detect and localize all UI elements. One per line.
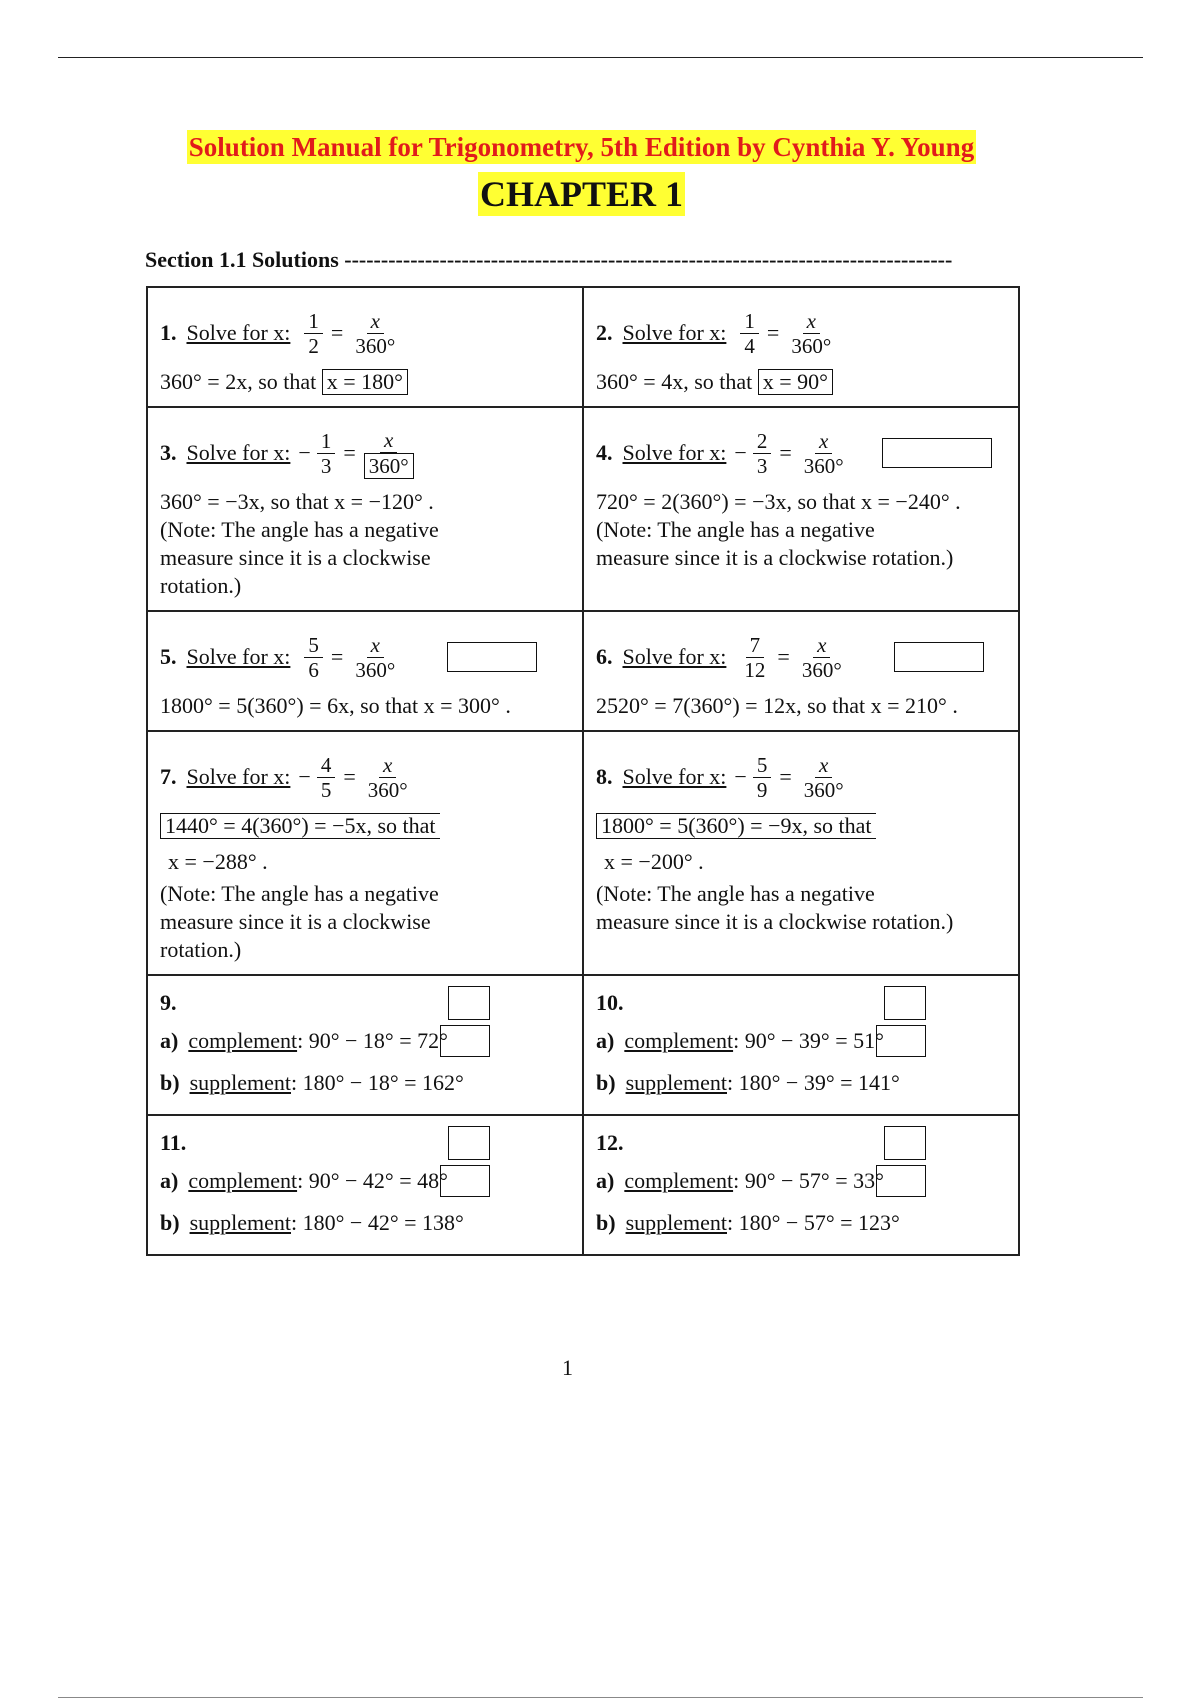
supplement-label: supplement: [189, 1210, 291, 1235]
negative-sign: −: [734, 764, 747, 789]
problem-9: [147, 975, 583, 1115]
fraction-left: [304, 633, 323, 682]
denominator: 6: [308, 657, 319, 682]
work-line: [596, 812, 1006, 840]
numerator: 1: [304, 309, 323, 334]
note-line: measure since it is a clockwise: [160, 909, 431, 934]
negative-sign: −: [298, 764, 311, 789]
answer-box: [440, 1025, 490, 1057]
answer-box: x = 90°: [758, 369, 833, 395]
fraction-left: [753, 753, 772, 802]
empty-answer-box: [447, 642, 537, 672]
document-title: Solution Manual for Trigonometry, 5th Edition by Cynthia Y. Young: [188, 132, 975, 162]
fraction-right: [364, 753, 412, 802]
answer-text: x = −200° .: [604, 849, 704, 874]
part-label: a): [160, 1168, 179, 1193]
complement-expression: : 90° − 39° = 51°: [733, 1028, 884, 1053]
note-line: measure since it is a clockwise rotation.): [596, 909, 954, 934]
solutions-table: [146, 286, 1020, 1256]
denominator: 4: [744, 333, 755, 358]
answer-box: [876, 1025, 926, 1057]
note-line: rotation.): [160, 937, 242, 962]
problem-header: [596, 1126, 1006, 1160]
supplement-label: supplement: [625, 1210, 727, 1235]
note-line: (Note: The angle has a negative: [160, 881, 439, 906]
solve-label: Solve for x:: [186, 764, 291, 789]
problem-6: [583, 611, 1019, 731]
problem-number: 2.: [596, 320, 613, 345]
problem-number: 6.: [596, 644, 613, 669]
numerator: x: [813, 633, 830, 658]
problem-7: [147, 731, 583, 975]
complement-line: [160, 1160, 570, 1202]
work-text: 1800° = 5(360°) = −9x, so that: [596, 813, 876, 839]
part-label: b): [596, 1070, 616, 1095]
work-text: 1800° = 5(360°) = 6x, so that x = 300° .: [160, 693, 511, 718]
equals-sign: =: [777, 644, 790, 669]
equals-sign: =: [779, 440, 792, 465]
complement-expression: : 90° − 18° = 72°: [297, 1028, 448, 1053]
part-label: a): [596, 1168, 615, 1193]
numerator: 5: [753, 753, 772, 778]
part-label: b): [160, 1210, 180, 1235]
solve-label: Solve for x:: [622, 644, 727, 669]
denominator: 360°: [801, 657, 842, 682]
part-label: a): [160, 1028, 179, 1053]
denominator: 360°: [355, 333, 396, 358]
denominator: 360°: [364, 453, 414, 479]
equals-sign: =: [779, 764, 792, 789]
supplement-expression: : 180° − 42° = 138°: [291, 1210, 464, 1235]
solve-label: Solve for x:: [186, 644, 291, 669]
problem-number: 12.: [596, 1130, 624, 1155]
problem-equation: [596, 622, 1006, 692]
solve-label: Solve for x:: [622, 764, 727, 789]
problem-equation: [596, 298, 1006, 368]
empty-box: [448, 986, 490, 1020]
table-row: [147, 1115, 1019, 1255]
empty-box: [448, 1126, 490, 1160]
denominator: 3: [756, 453, 768, 478]
numerator: 2: [753, 429, 772, 454]
solve-label: Solve for x:: [186, 320, 291, 345]
problem-equation: [160, 622, 570, 692]
equals-sign: =: [330, 320, 344, 345]
chapter-wrap: [0, 172, 1163, 216]
numerator: x: [367, 309, 384, 334]
note-line: measure since it is a clockwise: [160, 545, 431, 570]
complement-line: [596, 1020, 1006, 1062]
fraction-left: [753, 429, 772, 478]
complement-label: complement: [624, 1168, 734, 1193]
table-row: [147, 611, 1019, 731]
denominator: 5: [320, 777, 332, 802]
work-text: 360° = −3x, so that x = −120° .: [160, 489, 434, 514]
problem-number: 3.: [160, 440, 177, 465]
fraction-left: [304, 309, 323, 358]
empty-answer-box: [882, 438, 992, 468]
note-line: rotation.): [160, 573, 242, 598]
denominator: 360°: [355, 657, 396, 682]
denominator: 3: [320, 453, 332, 478]
problem-5: [147, 611, 583, 731]
problem-3: [147, 407, 583, 611]
complement-line: [160, 1020, 570, 1062]
denominator: 360°: [803, 453, 844, 478]
complement-label: complement: [188, 1028, 298, 1053]
negative-sign: −: [734, 440, 747, 465]
solve-label: Solve for x:: [622, 440, 727, 465]
title-wrap: [0, 130, 1163, 164]
fraction-right: [798, 633, 846, 682]
page-number: 1: [562, 1355, 573, 1380]
numerator: x: [803, 309, 820, 334]
problem-number: 4.: [596, 440, 613, 465]
work-line: [596, 368, 1006, 396]
numerator: x: [379, 753, 396, 778]
numerator: x: [367, 633, 384, 658]
numerator: 1: [740, 309, 759, 334]
supplement-line: [596, 1202, 1006, 1244]
problem-number: 10.: [596, 990, 624, 1015]
problem-equation: [596, 418, 1006, 488]
solve-label: Solve for x:: [622, 320, 727, 345]
work-text: 1440° = 4(360°) = −5x, so that: [160, 813, 440, 839]
work-text: 2520° = 7(360°) = 12x, so that x = 210° .: [596, 693, 958, 718]
section-heading: Section 1.1 Solutions -----------------------------------------------------------------------------------: [145, 247, 953, 272]
answer-box: [876, 1165, 926, 1197]
problem-11: [147, 1115, 583, 1255]
problem-equation: [160, 418, 570, 488]
complement-expression: : 90° − 42° = 48°: [297, 1168, 448, 1193]
denominator: 360°: [791, 333, 832, 358]
problem-equation: [160, 298, 570, 368]
problem-header: [160, 986, 570, 1020]
equals-sign: =: [330, 644, 344, 669]
empty-answer-box: [894, 642, 984, 672]
numerator: x: [815, 753, 832, 778]
complement-label: complement: [624, 1028, 734, 1053]
fraction-right: [800, 753, 848, 802]
denominator: 2: [308, 333, 319, 358]
problem-header: [160, 1126, 570, 1160]
problem-12: [583, 1115, 1019, 1255]
numerator: x: [380, 428, 397, 453]
problem-number: 8.: [596, 764, 613, 789]
fraction-right: [787, 309, 835, 358]
problem-number: 9.: [160, 990, 177, 1015]
supplement-label: supplement: [625, 1070, 727, 1095]
numerator: x: [815, 429, 832, 454]
table-row: [147, 287, 1019, 407]
denominator: 360°: [367, 777, 408, 802]
numerator: 4: [317, 753, 336, 778]
answer-box: x = 180°: [322, 369, 408, 395]
equals-sign: =: [343, 440, 356, 465]
problem-10: [583, 975, 1019, 1115]
table-row: [147, 975, 1019, 1115]
equals-sign: =: [343, 764, 356, 789]
table-row: [147, 731, 1019, 975]
numerator: 7: [746, 633, 765, 658]
problem-8: [583, 731, 1019, 975]
note-line: measure since it is a clockwise rotation.): [596, 545, 954, 570]
problem-4: [583, 407, 1019, 611]
complement-label: complement: [188, 1168, 298, 1193]
problem-1: [147, 287, 583, 407]
fraction-left: [740, 309, 759, 358]
numerator: 5: [304, 633, 323, 658]
denominator: 12: [744, 657, 766, 682]
fraction-right: [351, 633, 399, 682]
top-rule: [58, 57, 1143, 58]
supplement-line: [160, 1062, 570, 1104]
numerator: 1: [317, 429, 336, 454]
complement-expression: : 90° − 57° = 33°: [733, 1168, 884, 1193]
part-label: b): [596, 1210, 616, 1235]
fraction-right: [800, 429, 848, 478]
empty-box: [884, 986, 926, 1020]
fraction-left: [317, 753, 336, 802]
denominator: 9: [756, 777, 768, 802]
note-line: (Note: The angle has a negative: [160, 517, 439, 542]
note-line: (Note: The angle has a negative: [596, 517, 875, 542]
supplement-expression: : 180° − 57° = 123°: [727, 1210, 900, 1235]
part-label: a): [596, 1028, 615, 1053]
fraction-right: [351, 309, 399, 358]
supplement-label: supplement: [189, 1070, 291, 1095]
problem-2: [583, 287, 1019, 407]
denominator: 360°: [803, 777, 844, 802]
supplement-line: [160, 1202, 570, 1244]
solve-label: Solve for x:: [186, 440, 291, 465]
fraction-left: [740, 633, 769, 682]
problem-header: [596, 986, 1006, 1020]
problem-number: 5.: [160, 644, 177, 669]
problem-number: 7.: [160, 764, 177, 789]
problem-number: 11.: [160, 1130, 187, 1155]
fraction-right: [364, 428, 414, 479]
work-text: 720° = 2(360°) = −3x, so that x = −240° .: [596, 489, 961, 514]
work-text: 360° = 4x, so that: [596, 369, 753, 394]
answer-box: [440, 1165, 490, 1197]
work-line: [160, 812, 570, 840]
work-text: 360° = 2x, so that: [160, 369, 317, 394]
chapter-heading: CHAPTER 1: [479, 174, 683, 214]
negative-sign: −: [298, 440, 311, 465]
table-row: [147, 407, 1019, 611]
note-line: (Note: The angle has a negative: [596, 881, 875, 906]
supplement-expression: : 180° − 39° = 141°: [727, 1070, 900, 1095]
answer-text: x = −288° .: [168, 849, 268, 874]
supplement-line: [596, 1062, 1006, 1104]
equals-sign: =: [766, 320, 780, 345]
supplement-expression: : 180° − 18° = 162°: [291, 1070, 464, 1095]
bottom-rule: [58, 1697, 1143, 1698]
fraction-left: [317, 429, 336, 478]
problem-number: 1.: [160, 320, 177, 345]
problem-equation: [596, 742, 1006, 812]
work-line: [160, 368, 570, 396]
complement-line: [596, 1160, 1006, 1202]
part-label: b): [160, 1070, 180, 1095]
empty-box: [884, 1126, 926, 1160]
problem-equation: [160, 742, 570, 812]
